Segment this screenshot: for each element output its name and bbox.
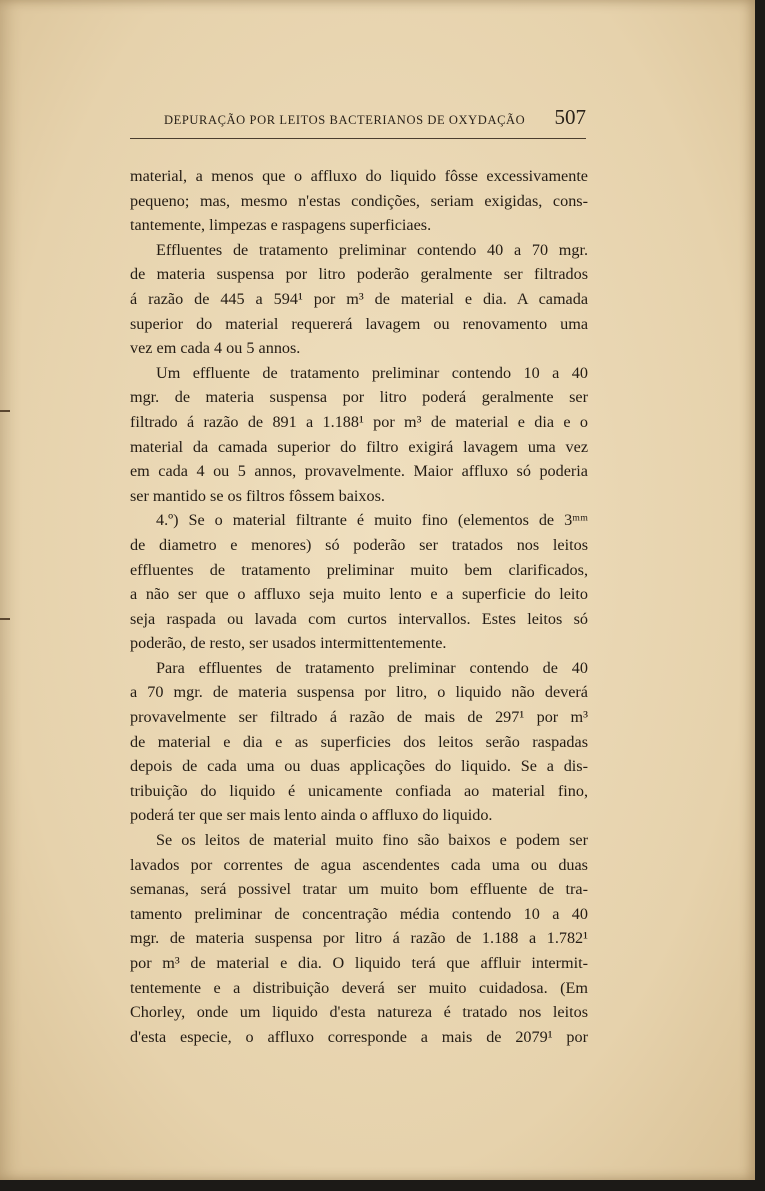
- text-line: poderá ter que ser mais lento ainda o affluxo do liquido.: [130, 806, 493, 825]
- text-line: 4.º) Se o material filtrante é muito fino (elementos de 3ᵐᵐ: [156, 511, 588, 530]
- text-line: Effluentes de tratamento preliminar contendo 40 a 70 mgr.: [156, 240, 588, 259]
- text-line: depois de cada uma ou duas applicações do liquido. Se a dis-: [130, 757, 588, 776]
- text-line: lavados por correntes de agua ascendentes cada uma ou duas: [130, 855, 588, 874]
- text-line: Para effluentes de tratamento preliminar contendo de 40: [156, 658, 588, 677]
- running-head: [164, 105, 586, 130]
- header-rule: [130, 138, 586, 139]
- text-line: vez em cada 4 ou 5 annos.: [130, 339, 301, 358]
- text-line: de material e dia e as superficies dos leitos serão raspadas: [130, 732, 588, 751]
- text-line: poderão, de resto, ser usados intermittentemente.: [130, 634, 447, 653]
- text-line: effluentes de tratamento preliminar muito bem clarificados,: [130, 560, 588, 579]
- text-line: tribuição do liquido é unicamente confiada ao material fino,: [130, 781, 588, 800]
- text-line: tantemente, limpezas e raspagens superficiaes.: [130, 216, 432, 235]
- text-line: Um effluente de tratamento preliminar contendo 10 a 40: [156, 363, 588, 382]
- text-line: material, a menos que o affluxo do liquido fôsse excessivamente: [130, 167, 588, 185]
- text-line: material da camada superior do filtro exigirá lavagem uma vez: [130, 437, 588, 456]
- text-line: a 70 mgr. de materia suspensa por litro, o liquido não deverá: [130, 683, 588, 702]
- text-line: tentemente e a distribuição deverá ser muito cuidadosa. (Em: [130, 978, 588, 997]
- text-line: a não ser que o affluxo seja muito lento e a superficie do leito: [130, 585, 588, 604]
- text-line: pequeno; mas, mesmo n'estas condições, seriam exigidas, cons-: [130, 191, 588, 210]
- text-line: superior do material requererá lavagem ou renovamento uma: [130, 314, 588, 333]
- text-line: de materia suspensa por litro poderão geralmente ser filtrados: [130, 265, 588, 284]
- text-line: ser mantido se os filtros fôssem baixos.: [130, 486, 385, 505]
- margin-mark: [0, 618, 10, 620]
- text-line: seja raspada ou lavada com curtos intervallos. Estes leitos só: [130, 609, 588, 628]
- text-line: d'esta especie, o affluxo corresponde a mais de 2079¹ por: [130, 1027, 588, 1046]
- text-line: semanas, será possivel tratar um muito bom effluente de tra-: [130, 880, 588, 899]
- text-line: mgr. de materia suspensa por litro poderá geralmente ser: [130, 388, 588, 407]
- text-line: á razão de 445 a 594¹ por m³ de material e dia. A camada: [130, 289, 588, 308]
- text-line: Chorley, onde um liquido d'esta natureza é tratado nos leitos: [130, 1003, 588, 1022]
- running-title: DEPURAÇÃO POR LEITOS BACTERIANOS DE OXYDAÇÃO: [164, 113, 526, 127]
- text-line: tamento preliminar de concentração média contendo 10 a 40: [130, 904, 588, 923]
- body-text: [130, 164, 588, 1049]
- text-line: Se os leitos de material muito fino são baixos e podem ser: [156, 831, 588, 850]
- text-line: de diametro e menores) só poderão ser tratados nos leitos: [130, 535, 588, 554]
- text-line: provavelmente ser filtrado á razão de mais de 297¹ por m³: [130, 708, 588, 727]
- margin-mark: [0, 410, 10, 412]
- page-number: 507: [554, 105, 586, 129]
- text-line: mgr. de materia suspensa por litro á razão de 1.188 a 1.782¹: [130, 929, 588, 948]
- text-line: por m³ de material e dia. O liquido terá que affluir intermit-: [130, 954, 588, 972]
- text-line: filtrado á razão de 891 a 1.188¹ por m³ de material e dia e o: [130, 412, 588, 431]
- text-line: em cada 4 ou 5 annos, provavelmente. Maior affluxo só poderia: [130, 462, 588, 481]
